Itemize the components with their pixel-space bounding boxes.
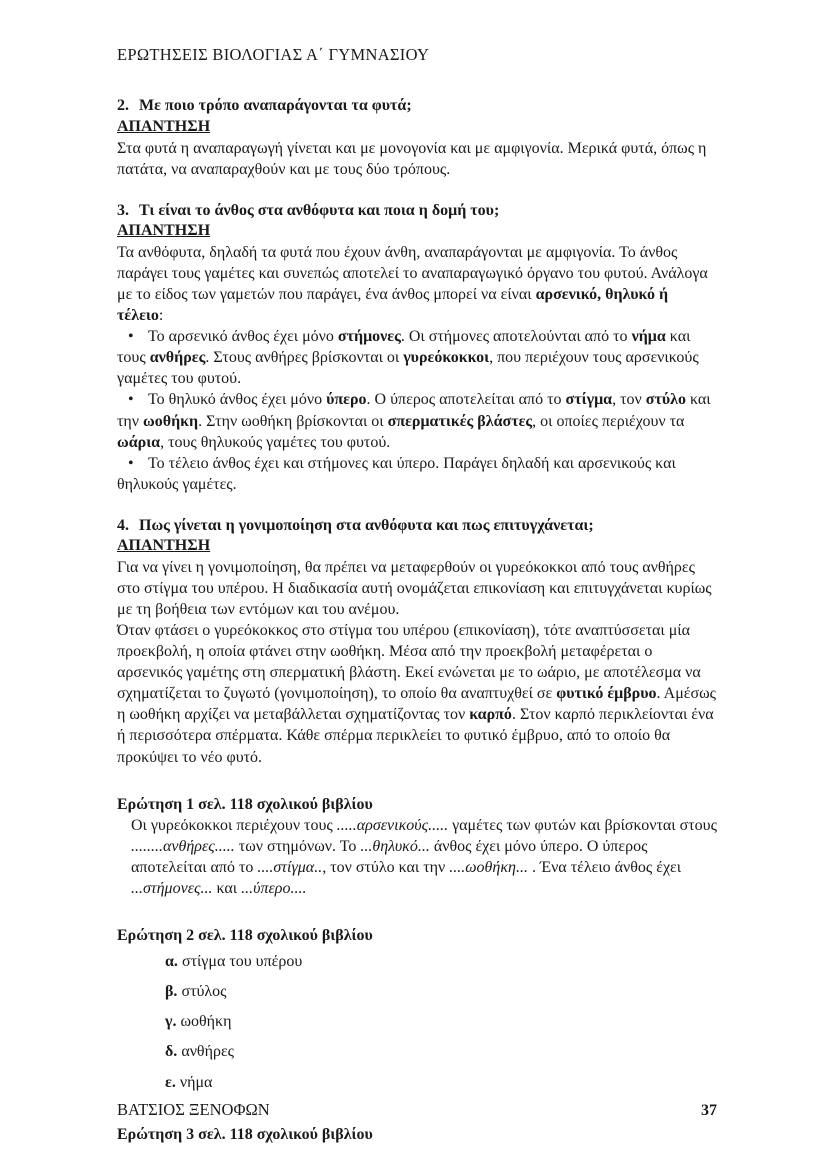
question-2-answer-text: Στα φυτά η αναπαραγωγή γίνεται και με μονογονία και με αμφιγονία. Μερικά φυτά, όπως η πατάτα, να αναπαραχθούν και με τους δύο τρόπους. bbox=[117, 139, 707, 178]
bold-term: ωοθήκη bbox=[143, 412, 199, 430]
exercise-1-heading: Ερώτηση 1 σελ. 118 σχολικού βιβλίου bbox=[117, 795, 373, 813]
text-run: . Στην ωοθήκη βρίσκονται οι bbox=[198, 412, 388, 430]
exercise-2-heading: Ερώτηση 2 σελ. 118 σχολικού βιβλίου bbox=[117, 927, 373, 945]
fill-in-answer: ...ύπερο.... bbox=[241, 880, 307, 898]
bold-term: ανθήρες bbox=[149, 349, 206, 367]
bold-term: νήμα bbox=[631, 328, 666, 346]
list-item bbox=[165, 1007, 717, 1037]
list-item bbox=[117, 453, 717, 495]
fill-in-answer: ...θηλυκό... bbox=[360, 838, 430, 856]
text-run: . Ο ύπερος αποτελείται από το bbox=[366, 391, 566, 409]
bold-term: ύπερο bbox=[326, 391, 367, 409]
bold-term: φυτικό έμβρυο bbox=[556, 685, 657, 703]
text-run: . Αμέσως η ωοθήκη αρχίζει να μεταβάλλεται σχηματίζοντας τον bbox=[117, 685, 716, 724]
fill-in-answer: .....αρσενικούς..... bbox=[336, 817, 449, 835]
exercise-3-heading: Ερώτηση 3 σελ. 118 σχολικού βιβλίου bbox=[117, 1125, 373, 1143]
text-run: . Οι στήμονες αποτελούνται από το bbox=[400, 328, 632, 346]
question-4-answer-label: ΑΠΑΝΤΗΣΗ bbox=[117, 537, 211, 555]
text-run: Το τέλειο άνθος έχει και στήμονες και ύπερο. Παράγει δηλαδή και αρσενικούς και θηλυκούς γαμέτες. bbox=[117, 454, 676, 493]
question-4-heading bbox=[117, 516, 717, 537]
list-marker: γ. bbox=[165, 1013, 177, 1031]
list-item-label: στίγμα του υπέρου bbox=[177, 953, 303, 971]
bold-term: στίγμα bbox=[565, 391, 613, 409]
question-4-number: 4. bbox=[117, 516, 129, 534]
question-2-title: Με ποιο τρόπο αναπαράγονται τα φυτά; bbox=[139, 97, 412, 114]
list-marker: β. bbox=[165, 983, 178, 1001]
bullet-icon: • bbox=[128, 454, 134, 472]
list-item bbox=[117, 389, 717, 452]
question-3-number: 3. bbox=[117, 201, 129, 219]
text-run: και την bbox=[117, 391, 711, 430]
text-run: Όταν φτάσει ο γυρεόκοκκος στο στίγμα του υπέρου (επικονίαση), τότε αναπτύσσεται μία προεκβολή, η οποία φτάνει στην ωοθήκη. Μέσα από την προεκβολή μεταφέρεται ο αρσενικός γαμέτης στη σπερματική βλάστη. Εκεί ενώνεται με το ωάριο, με αποτέλεσμα να σχηματίζεται το ζυγωτό (γονιμοποίηση), το οποίο θα αναπτυχθεί σε bbox=[117, 622, 701, 703]
bold-term: γυρεόκοκκοι bbox=[403, 349, 490, 367]
question-3-flower-types: αρσενικό, θηλυκό ή τέλειο bbox=[117, 286, 669, 325]
fill-in-answer: ....ωοθήκη... bbox=[449, 859, 528, 877]
bold-term: σπερματικές βλάστες bbox=[387, 412, 533, 430]
text-run: Το αρσενικό άνθος έχει μόνο bbox=[148, 328, 338, 346]
spacer bbox=[117, 180, 717, 201]
question-2-answer-label: ΑΠΑΝΤΗΣΗ bbox=[117, 117, 211, 135]
list-item bbox=[165, 947, 717, 977]
question-2-number: 2. bbox=[117, 97, 129, 114]
footer-page-number: 37 bbox=[701, 1102, 717, 1119]
question-3-block bbox=[117, 201, 717, 495]
footer-author: ΒΑΤΣΙΟΣ ΞΕΝΟΦΩΝ bbox=[117, 1100, 270, 1119]
question-4-block bbox=[117, 516, 717, 768]
text-run: άνθος έχει μόνο ύπερο. Ο ύπερος αποτελείται από το bbox=[131, 838, 648, 877]
question-4-title: Πως γίνεται η γονιμοποίηση στα ανθόφυτα και πως επιτυγχάνεται; bbox=[139, 516, 594, 534]
question-3-intro-part2: : bbox=[158, 307, 164, 325]
question-4-paragraph-2 bbox=[117, 620, 717, 767]
text-run: , τον στύλο και την bbox=[322, 859, 450, 877]
list-item-label: στύλος bbox=[177, 983, 227, 1001]
text-run: και bbox=[212, 880, 242, 898]
question-3-intro-part1: Τα ανθόφυτα, δηλαδή τα φυτά που έχουν άνθη, αναπαράγονται με αμφιγονία. Το άνθος παράγει τους γαμέτες και συνεπώς αποτελεί το αναπαραγωγικό όργανο του φυτού. Ανάλογα με το είδος των γαμετών που παράγει, ένα άνθος μπορεί να είναι bbox=[117, 244, 708, 304]
list-item bbox=[165, 977, 717, 1007]
spacer bbox=[117, 899, 717, 926]
text-run: Οι γυρεόκοκκοι περιέχουν τους bbox=[131, 817, 337, 835]
running-head: ΕΡΩΤΗΣΕΙΣ ΒΙΟΛΟΓΙΑΣ Α΄ ΓΥΜΝΑΣΙΟΥ bbox=[117, 45, 430, 64]
exercise-1-block bbox=[117, 795, 717, 900]
exercise-2-answer-list bbox=[117, 947, 717, 1097]
question-2-heading bbox=[117, 96, 717, 117]
exercise-3-block bbox=[117, 1125, 717, 1146]
spacer bbox=[117, 495, 717, 516]
text-run: . Στους ανθήρες βρίσκονται οι bbox=[205, 349, 404, 367]
page-footer bbox=[117, 1100, 717, 1120]
list-item bbox=[165, 1037, 717, 1067]
question-4-paragraph-1: Για να γίνει η γονιμοποίηση, θα πρέπει να μεταφερθούν οι γυρεόκοκκοι από τους ανθήρες στο στίγμα του υπέρου. Η διαδικασία αυτή ονομάζεται επικονίαση και επιτυγχάνεται κυρίως με τη βοήθεια των εντόμων και του ανέμου. bbox=[117, 559, 712, 619]
text-run: Το θηλυκό άνθος έχει μόνο bbox=[148, 391, 327, 409]
spacer bbox=[117, 768, 717, 795]
text-run: , που περιέχουν τους αρσενικούς γαμέτες του φυτού. bbox=[117, 349, 699, 388]
list-item-label: ωοθήκη bbox=[176, 1013, 232, 1031]
exercise-1-fill-in-text bbox=[117, 815, 717, 899]
list-marker: α. bbox=[165, 953, 178, 971]
question-3-answer-label: ΑΠΑΝΤΗΣΗ bbox=[117, 222, 211, 240]
list-marker: ε. bbox=[165, 1073, 176, 1091]
text-run: , τους θηλυκούς γαμέτες του φυτού. bbox=[160, 433, 391, 451]
question-3-title: Τι είναι το άνθος στα ανθόφυτα και ποια η δομή του; bbox=[139, 201, 500, 219]
fill-in-answer: ........ανθήρες..... bbox=[131, 838, 235, 856]
list-item bbox=[117, 326, 717, 389]
question-2-block bbox=[117, 96, 717, 180]
text-run: , οι οποίες περιέχουν τα bbox=[532, 412, 685, 430]
document-body bbox=[117, 96, 717, 1145]
text-run: . Στον καρπό περικλείονται ένα ή περισσότερα σπέρματα. Κάθε σπέρμα περικλείει το φυτικό έμβρυο, από το οποίο θα προκύψει το νέο φυτό. bbox=[117, 706, 714, 766]
text-run: των στημόνων. Το bbox=[234, 838, 361, 856]
exercise-2-block bbox=[117, 926, 717, 1097]
text-run: , τον bbox=[612, 391, 646, 409]
fill-in-answer: ....στίγμα.. bbox=[257, 859, 323, 877]
bold-term: καρπό bbox=[469, 706, 512, 724]
question-3-bullet-list bbox=[117, 326, 717, 494]
bullet-icon: • bbox=[128, 328, 134, 346]
bold-term: ωάρια bbox=[117, 433, 161, 451]
list-item-label: ανθήρες bbox=[177, 1043, 234, 1061]
fill-in-answer: ...στήμονες... bbox=[131, 880, 213, 898]
text-run: . Ένα τέλειο άνθος έχει bbox=[527, 859, 682, 877]
question-3-heading bbox=[117, 201, 717, 222]
question-3-intro bbox=[117, 242, 717, 326]
text-run: και τους bbox=[117, 328, 691, 367]
text-run: γαμέτες των φυτών και βρίσκονται στους bbox=[448, 817, 717, 835]
bold-term: στύλο bbox=[645, 391, 686, 409]
list-item-label: νήμα bbox=[175, 1073, 213, 1091]
bold-term: στήμονες bbox=[337, 328, 401, 346]
bullet-icon: • bbox=[128, 391, 134, 409]
list-item bbox=[165, 1068, 717, 1098]
list-marker: δ. bbox=[165, 1043, 178, 1061]
